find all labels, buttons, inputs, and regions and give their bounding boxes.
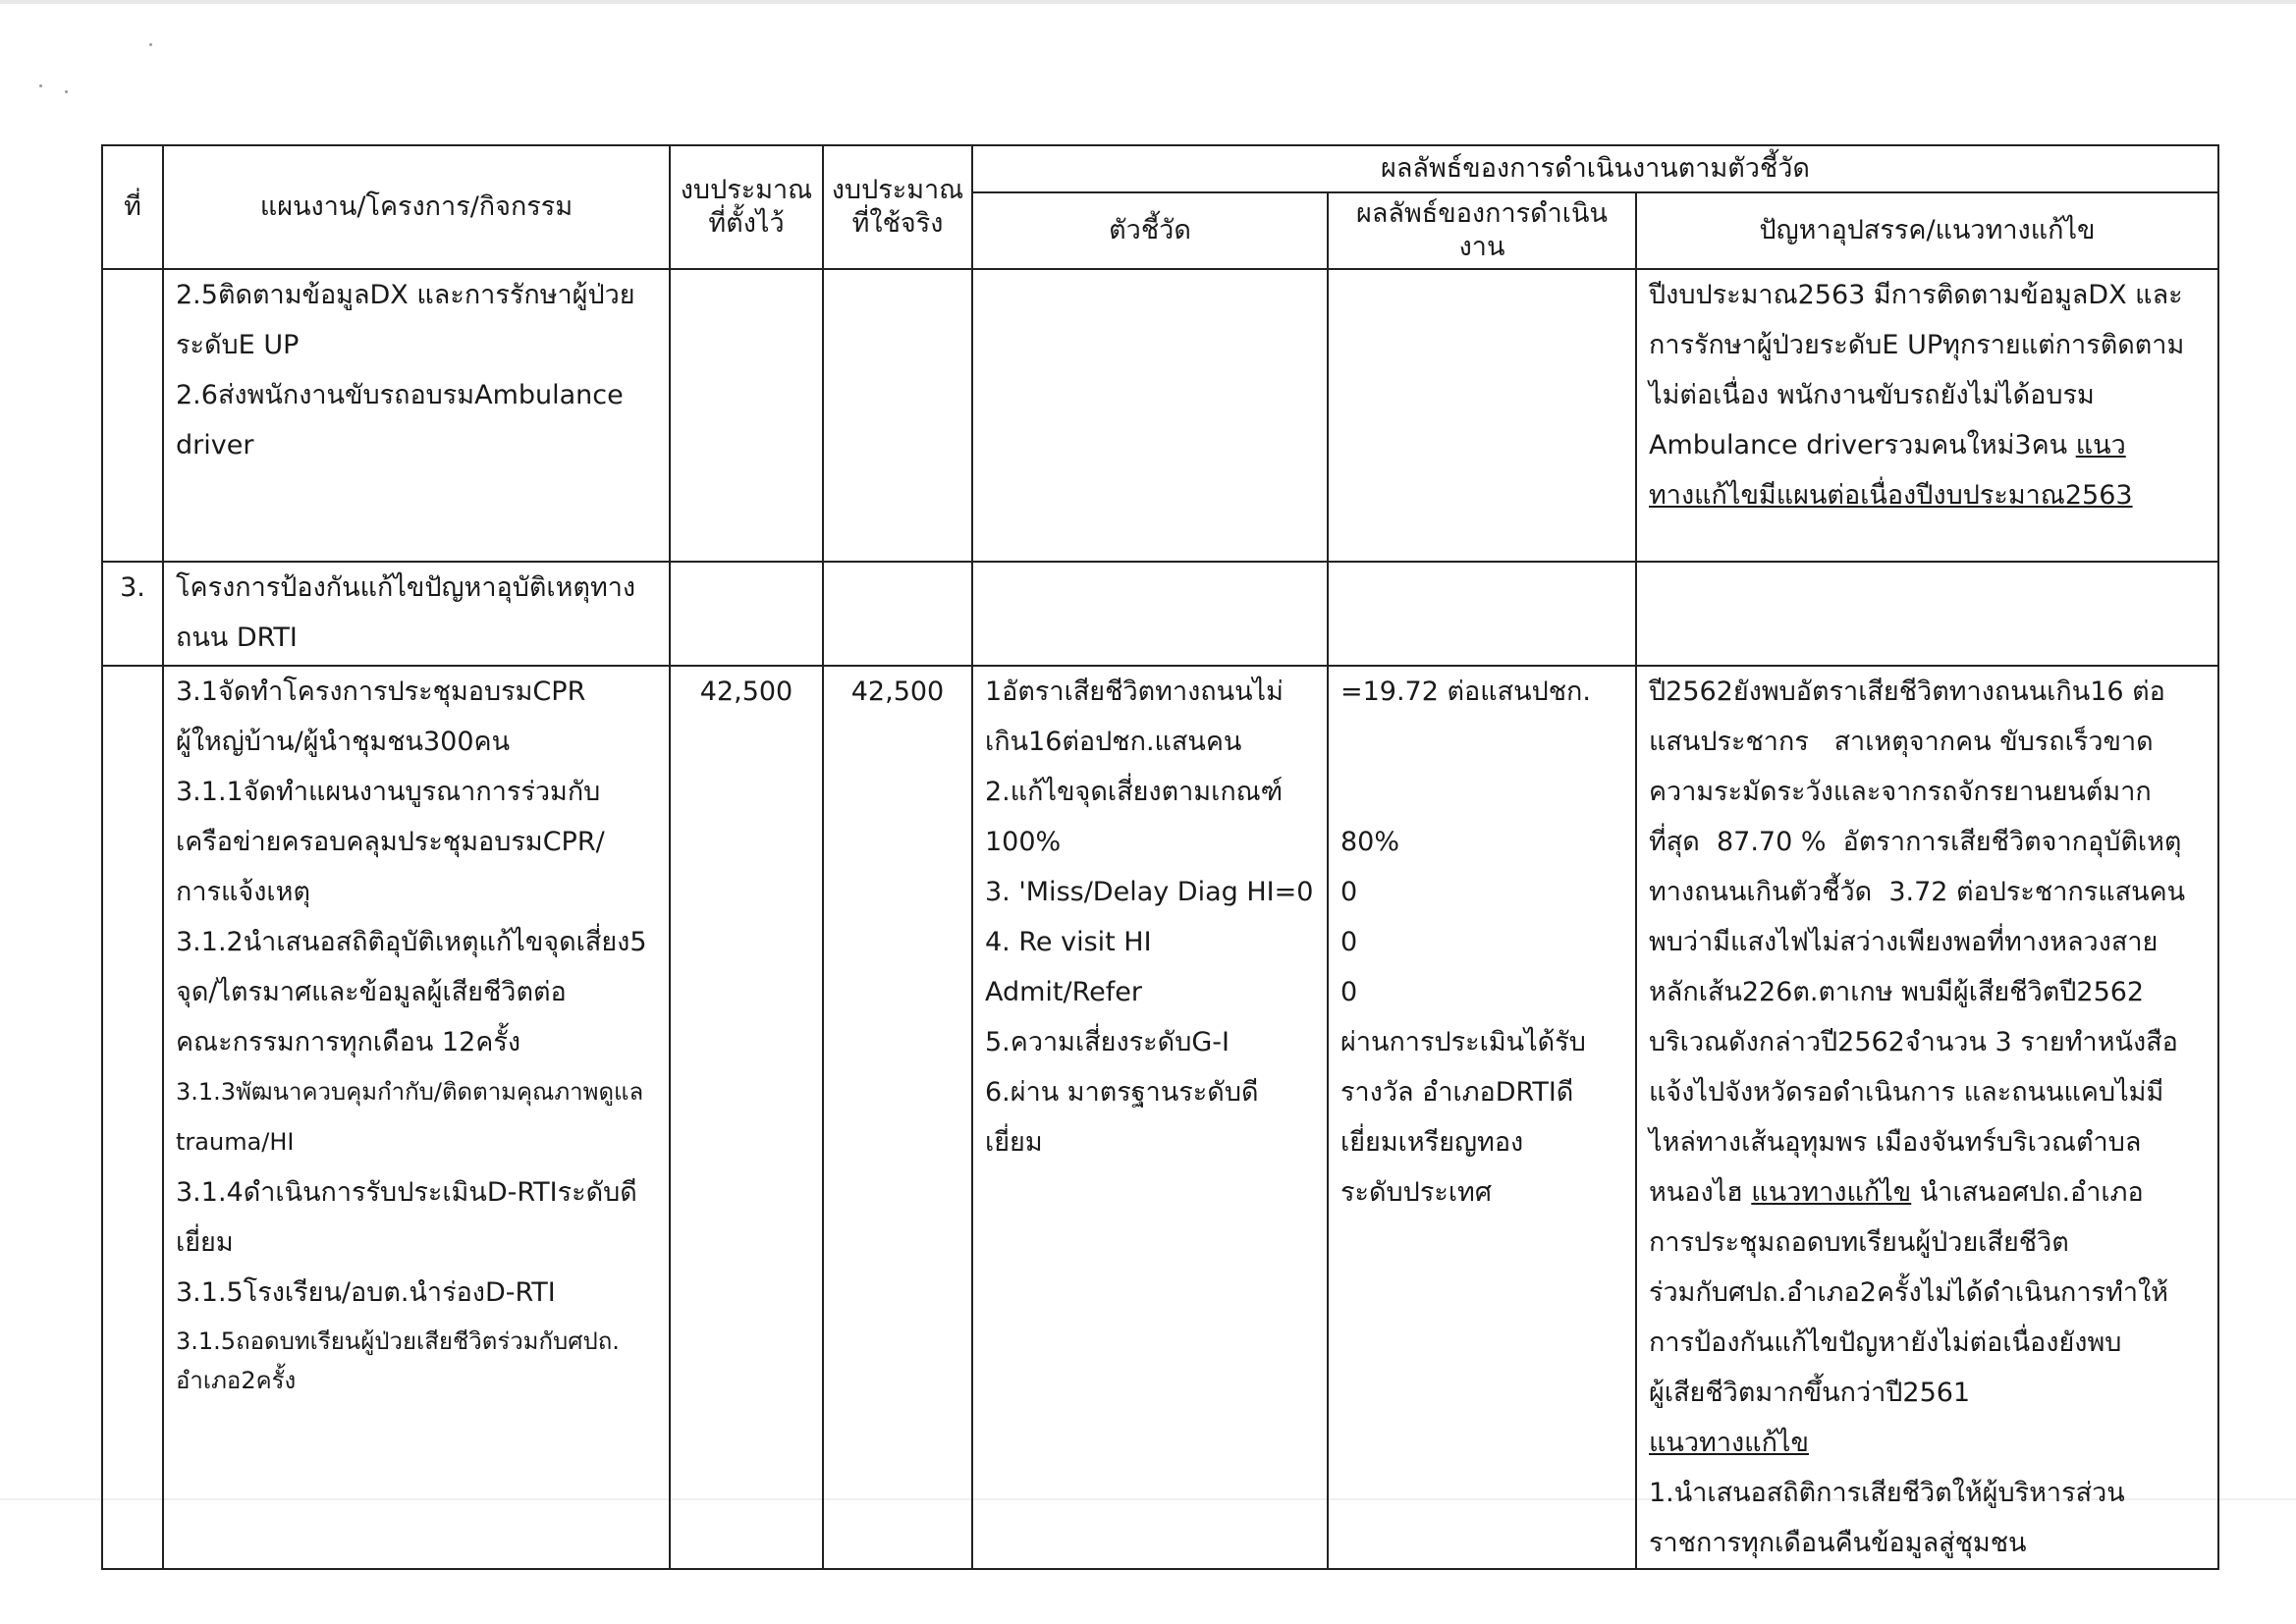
plan-line: ผู้ใหญ่บ้าน/ผู้นำชุมชน300คน — [176, 727, 511, 757]
outcome-line: =19.72 ต่อแสนปชก. — [1340, 677, 1591, 707]
solution-link-text: แนว — [2075, 430, 2126, 460]
problem-line: ที่สุด 87.70 % อัตราการเสียชีวิตจากอุบัติเหตุ — [1649, 827, 2182, 857]
problem-line — [1649, 420, 2206, 470]
header-problem: ปัญหาอุปสรรค/แนวทางแก้ไข — [1636, 192, 2218, 269]
scan-speck — [39, 84, 42, 87]
plan-line: อำเภอ2ครั้ง — [176, 1367, 297, 1394]
cell-budget-used — [823, 269, 972, 562]
problem-line: 1.นำเสนอสถิติการเสียชีวิตให้ผู้บริหารส่วน — [1649, 1478, 2125, 1508]
indicator-line: เยี่ยม — [985, 1127, 1043, 1158]
plan-line: จุด/ไตรมาศและข้อมูลผู้เสียชีวิตต่อ — [176, 977, 567, 1007]
plan-line: ระดับE UP — [176, 330, 300, 360]
plan-line: เครือข่ายครอบคลุมประชุมอบรมCPR/ — [176, 827, 605, 857]
cell-budget-used — [823, 562, 972, 666]
problem-line: บริเวณดังกล่าวปี2562จำนวน 3 รายทำหนังสือ — [1649, 1027, 2178, 1057]
indicator-line: 2.แก้ไขจุดเสี่ยงตามเกณฑ์ — [985, 777, 1284, 807]
header-budget-set — [670, 145, 823, 269]
cell-indicator — [972, 562, 1328, 666]
problem-text: หนองไฮ — [1649, 1177, 1752, 1208]
solution-heading-inline: แนวทางแก้ไข — [1751, 1177, 1912, 1208]
cell-no — [102, 269, 163, 562]
header-indicator: ตัวชี้วัด — [972, 192, 1328, 269]
table-header-row — [102, 145, 2218, 192]
cell-indicator — [972, 666, 1328, 1569]
plan-line: 2.5ติดตามข้อมูลDX และการรักษาผู้ป่วย — [176, 280, 635, 310]
plan-line: ถนน DRTI — [176, 623, 298, 653]
cell-outcome — [1328, 666, 1636, 1569]
problem-line: ปีงบประมาณ2563 มีการติดตามข้อมูลDX และ — [1649, 280, 2183, 310]
cell-plan — [163, 666, 670, 1569]
problem-line: การรักษาผู้ป่วยระดับE UPทุกรายแต่การติดตาม — [1649, 330, 2185, 360]
outcome-line: เยี่ยมเหรียญทอง — [1340, 1127, 1524, 1158]
cell-outcome — [1328, 562, 1636, 666]
indicator-line: 5.ความเสี่ยงระดับG-I — [985, 1027, 1230, 1057]
indicator-line: 1อัตราเสียชีวิตทางถนนไม่ — [985, 677, 1284, 707]
table-row-2-5 — [102, 269, 2218, 562]
problem-line: ไหล่ทางเส้นอุทุมพร เมืองจันทร์บริเวณตำบล — [1649, 1127, 2142, 1158]
header-budget-used — [823, 145, 972, 269]
plan-line: โครงการป้องกันแก้ไขปัญหาอุบัติเหตุทาง — [176, 572, 636, 603]
problem-line: ราชการทุกเดือนคืนข้อมูลสู่ชุมชน — [1649, 1528, 2027, 1558]
plan-line: เยี่ยม — [176, 1227, 234, 1258]
outcome-line: 0 — [1340, 877, 1358, 907]
problem-line: หลักเส้น226ต.ตาเกษ พบมีผู้เสียชีวิตปี2562 — [1649, 977, 2145, 1007]
problem-line: ร่วมกับศปถ.อำเภอ2ครั้งไม่ได้ดำเนินการทำให้ — [1649, 1277, 2168, 1308]
cell-indicator — [972, 269, 1328, 562]
outcome-line: ระดับประเทศ — [1340, 1177, 1492, 1208]
problem-line: ปี2562ยังพบอัตราเสียชีวิตทางถนนเกิน16 ต่อ — [1649, 677, 2165, 707]
plan-line: คณะกรรมการทุกเดือน 12ครั้ง — [176, 1027, 521, 1057]
cell-budget-set — [670, 562, 823, 666]
outcome-line: ผ่านการประเมินได้รับ — [1340, 1027, 1586, 1057]
plan-line: trauma/HI — [176, 1128, 295, 1156]
outcome-line — [1340, 767, 1623, 817]
cell-problem — [1636, 562, 2218, 666]
outcome-line: 0 — [1340, 927, 1358, 957]
solution-text: ทางแก้ไขมีแผนต่อเนื่องปีงบประมาณ2563 — [1649, 480, 2133, 511]
scan-speck — [149, 43, 152, 46]
outcome-line: รางวัล อำเภอDRTIดี — [1340, 1077, 1574, 1108]
indicator-line: 3. 'Miss/Delay Diag HI=0 — [985, 877, 1314, 907]
header-budget-used-line2: ที่ใช้จริง — [851, 208, 944, 239]
plan-line: 2.6ส่งพนักงานขับรถอบรมAmbulance — [176, 380, 624, 410]
cell-plan — [163, 269, 670, 562]
cell-budget-used: 42,500 — [823, 666, 972, 1569]
plan-line: 3.1.5ถอดบทเรียนผู้ป่วยเสียชีวิตร่วมกับศปถ. — [176, 1327, 620, 1355]
header-budget-set-line2: ที่ตั้งไว้ — [708, 208, 785, 239]
cell-problem — [1636, 269, 2218, 562]
plan-line: 3.1.5โรงเรียน/อบต.นำร่องD-RTI — [176, 1277, 556, 1308]
table-row-3 — [102, 562, 2218, 666]
report-table — [101, 144, 2219, 1570]
header-plan: แผนงาน/โครงการ/กิจกรรม — [163, 145, 670, 269]
problem-text: Ambulance driverรวมคนใหม่3คน — [1649, 430, 2076, 460]
indicator-line: 4. Re visit HI Admit/Refer — [985, 927, 1161, 1007]
header-results: ผลลัพธ์ของการดำเนินงานตามตัวชี้วัด — [972, 145, 2218, 192]
problem-text: นำเสนอศปถ.อำเภอ — [1911, 1177, 2144, 1208]
problem-line: แสนประชากร สาเหตุจากคน ขับรถเร็วขาด — [1649, 727, 2154, 757]
cell-problem — [1636, 666, 2218, 1569]
problem-line: ความระมัดระวังและจากรถจักรยานยนต์มาก — [1649, 777, 2152, 807]
cell-budget-set: 42,500 — [670, 666, 823, 1569]
cell-plan — [163, 562, 670, 666]
solution-heading: แนวทางแก้ไข — [1649, 1428, 1809, 1458]
indicator-line: 100% — [985, 827, 1062, 857]
problem-line: แจ้งไปจังหวัดรอดำเนินการ และถนนแคบไม่มี — [1649, 1077, 2164, 1108]
problem-line: ผู้เสียชีวิตมากขึ้นกว่าปี2561 — [1649, 1378, 1971, 1408]
table-row-3-1 — [102, 666, 2218, 1569]
scan-speck — [65, 90, 68, 93]
problem-line: การป้องกันแก้ไขปัญหายังไม่ต่อเนื่องยังพบ — [1649, 1327, 2122, 1358]
plan-line: 3.1.2นำเสนอสถิติอุบัติเหตุแก้ไขจุดเสี่ยง5 — [176, 927, 647, 957]
indicator-line: 6.ผ่าน มาตรฐานระดับดี — [985, 1077, 1259, 1108]
problem-line: พบว่ามีแสงไฟไม่สว่างเพียงพอที่ทางหลวงสาย — [1649, 927, 2159, 957]
plan-line: 3.1.1จัดทำแผนงานบูรณาการร่วมกับ — [176, 777, 601, 807]
header-no: ที่ — [102, 145, 163, 269]
header-budget-used-line1: งบประมาณ — [831, 175, 964, 205]
problem-line: ไม่ต่อเนื่อง พนักงานขับรถยังไม่ได้อบรม — [1649, 380, 2095, 410]
header-budget-set-line1: งบประมาณ — [680, 175, 813, 205]
cell-no — [102, 666, 163, 1569]
problem-line: ทางถนนเกินตัวชี้วัด 3.72 ต่อประชากรแสนคน — [1649, 877, 2186, 907]
plan-line: 3.1.3พัฒนาควบคุมกำกับ/ติดตามคุณภาพดูแล — [176, 1078, 644, 1106]
problem-line — [1649, 1167, 2206, 1218]
outcome-line — [1340, 717, 1623, 767]
outcome-line: 0 — [1340, 977, 1358, 1007]
cell-outcome — [1328, 269, 1636, 562]
plan-line: driver — [176, 430, 254, 460]
plan-line: 3.1จัดทำโครงการประชุมอบรมCPR — [176, 677, 586, 707]
scan-edge-top — [0, 0, 2296, 4]
problem-line: การประชุมถอดบทเรียนผู้ป่วยเสียชีวิต — [1649, 1227, 2069, 1258]
header-outcome: ผลลัพธ์ของการดำเนินงาน — [1328, 192, 1636, 269]
cell-budget-set — [670, 269, 823, 562]
plan-line: 3.1.4ดำเนินการรับประเมินD-RTIระดับดี — [176, 1177, 637, 1208]
outcome-line: 80% — [1340, 827, 1400, 857]
plan-line: การแจ้งเหตุ — [176, 877, 310, 907]
indicator-line: เกิน16ต่อปชก.แสนคน — [985, 727, 1242, 757]
cell-no: 3. — [102, 562, 163, 666]
